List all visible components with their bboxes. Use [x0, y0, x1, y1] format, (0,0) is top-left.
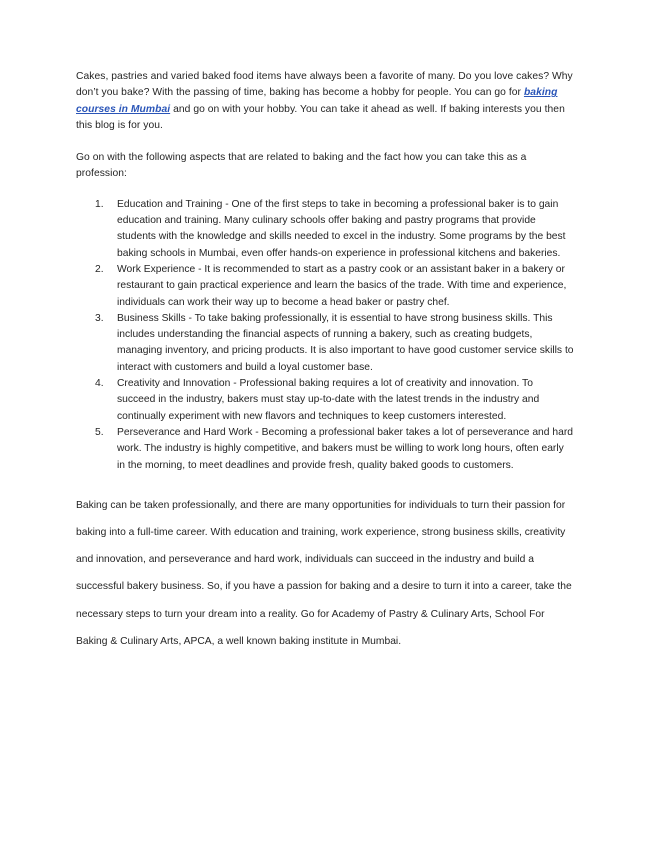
list-item	[76, 311, 574, 376]
lead-in-paragraph: Go on with the following aspects that are related to baking and the fact how you can take this as a profession:	[76, 152, 527, 180]
list-item	[76, 197, 574, 262]
closing-paragraph: Baking can be taken professionally, and there are many opportunities for individuals to turn their passion for baking into a full-time career. With education and training, work experience, strong business skills, creativity and innovation, and perseverance and hard work, individuals can succeed in the industry and build a successful bakery business. So, if you have a passion for baking and a desire to turn it into a career, take the necessary steps to turn your dream into a reality. Go for Academy of Pastry & Culinary Arts, School For Baking & Culinary Arts, APCA, a well known baking institute in Mumbai.	[76, 499, 572, 647]
intro-paragraph	[76, 69, 574, 134]
list-item-text: Business Skills - To take baking professionally, it is essential to have strong business skills. This includes understanding the financial aspects of running a bakery, such as creating budgets, managing inventory, and pricing products. It is also important to have good customer service skills to interact with customers and build a loyal customer base.	[117, 312, 574, 373]
list-item-number	[95, 197, 117, 213]
list-item	[76, 376, 574, 425]
baking-courses-link[interactable]: baking courses in Mumbai	[76, 87, 558, 115]
document-body	[76, 69, 574, 665]
list-item-text: Education and Training - One of the first steps to take in becoming a professional baker is to gain education and training. Many culinary schools offer baking and pastry programs that provide students with the knowledge and skills needed to excel in the industry. Some programs by the best baking schools in Mumbai, even offer hands-on experience in professional kitchens and bakeries.	[117, 198, 566, 259]
list-item	[76, 262, 574, 311]
intro-text-before-link: Cakes, pastries and varied baked food items have always been a favorite of many. Do you love cakes? Why don’t you bake? With the passing of time, baking has become a hobby for people. You can go for	[76, 71, 573, 99]
list-item-text: Work Experience - It is recommended to start as a pastry cook or an assistant baker in a bakery or restaurant to gain practical experience and learn the basics of the trade. With time and experience, individuals can work their way up to become a head baker or pastry chef.	[117, 263, 567, 308]
intro-text-after-link: and go on with your hobby. You can take it ahead as well. If baking interests you then this blog is for you.	[76, 103, 565, 131]
list-item-text: Creativity and Innovation - Professional baking requires a lot of creativity and innovation. To succeed in the industry, bakers must stay up-to-date with the latest trends in the industry and continually experiment with new flavors and techniques to keep customers interested.	[117, 378, 540, 422]
list-item-number	[95, 376, 117, 392]
list-item-number	[95, 262, 117, 278]
list-item-number	[95, 311, 117, 327]
aspects-list	[76, 197, 574, 474]
list-item-number	[95, 425, 117, 441]
list-item-text: Perseverance and Hard Work - Becoming a professional baker takes a lot of perseverance and hard work. The industry is highly competitive, and bakers must be willing to work long hours, often early in the morning, to meet deadlines and provide fresh, quality baked goods to customers.	[117, 426, 573, 471]
list-item	[76, 425, 574, 474]
